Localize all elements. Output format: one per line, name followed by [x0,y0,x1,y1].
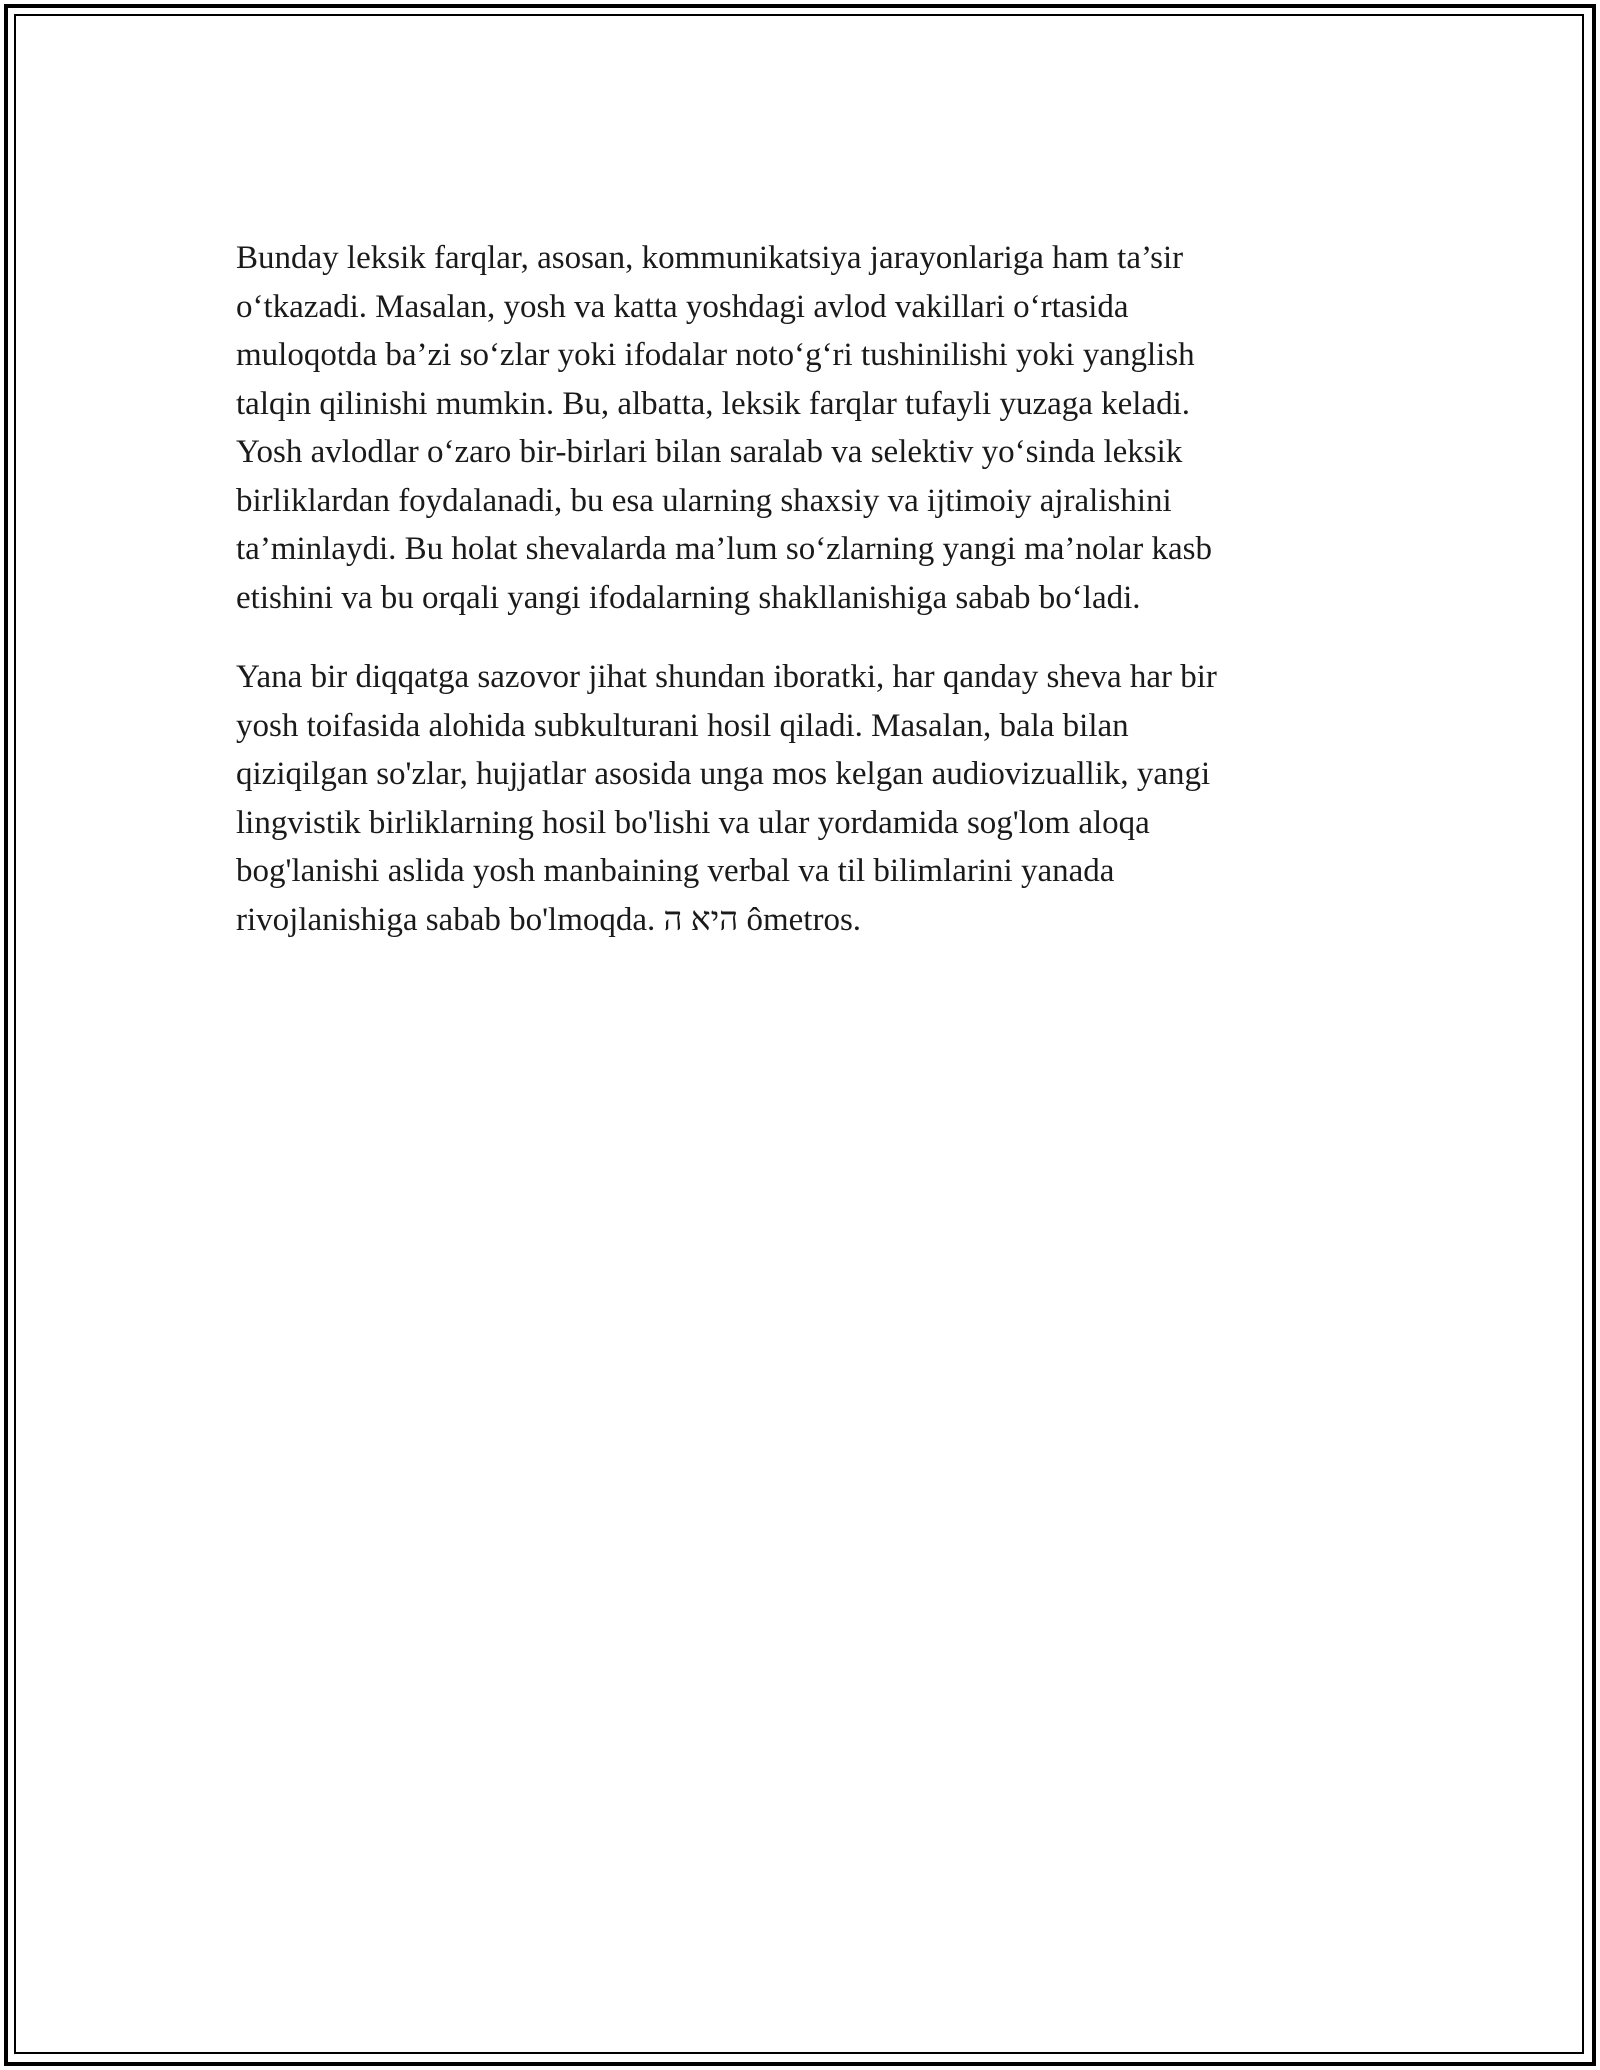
paragraph-1: Bunday leksik farqlar, asosan, kommunikatsiya jarayonlariga ham ta’sir o‘tkazadi. Masalan, yosh va katta yoshdagi avlod vakillari o‘rtasida muloqotda ba’zi so‘zlar yoki ifodalar noto‘g‘ri tushinilishi yoki yanglish talqin qilinishi mumkin. Bu, albatta, leksik farqlar tufayli yuzaga keladi. Yosh avlodlar o‘zaro bir-birlari bilan saralab va selektiv yo‘sinda leksik birliklardan foydalanadi, bu esa ularning shaxsiy va ijtimoiy ajralishini ta’minlaydi. Bu holat shevalarda ma’lum so‘zlarning yangi ma’nolar kasb etishini va bu orqali yangi ifodalarning shakllanishiga sabab bo‘ladi. [236,240,1212,616]
document-body [236,234,1366,944]
paragraph-2: Yana bir diqqatga sazovor jihat shundan iboratki, har qanday sheva har bir yosh toifasida alohida subkulturani hosil qiladi. Masalan, bala bilan qiziqilgan so'zlar, hujjatlar asosida unga mos kelgan audiovizuallik, yangi lingvistik birliklarning hosil bo'lishi va ular yordamida sog'lom aloqa bog'lanishi aslida yosh manbaining verbal va til bilimlarini yanada rivojlanishiga sabab bo'lmoqda. היא ה ômetros. [236,659,1217,938]
